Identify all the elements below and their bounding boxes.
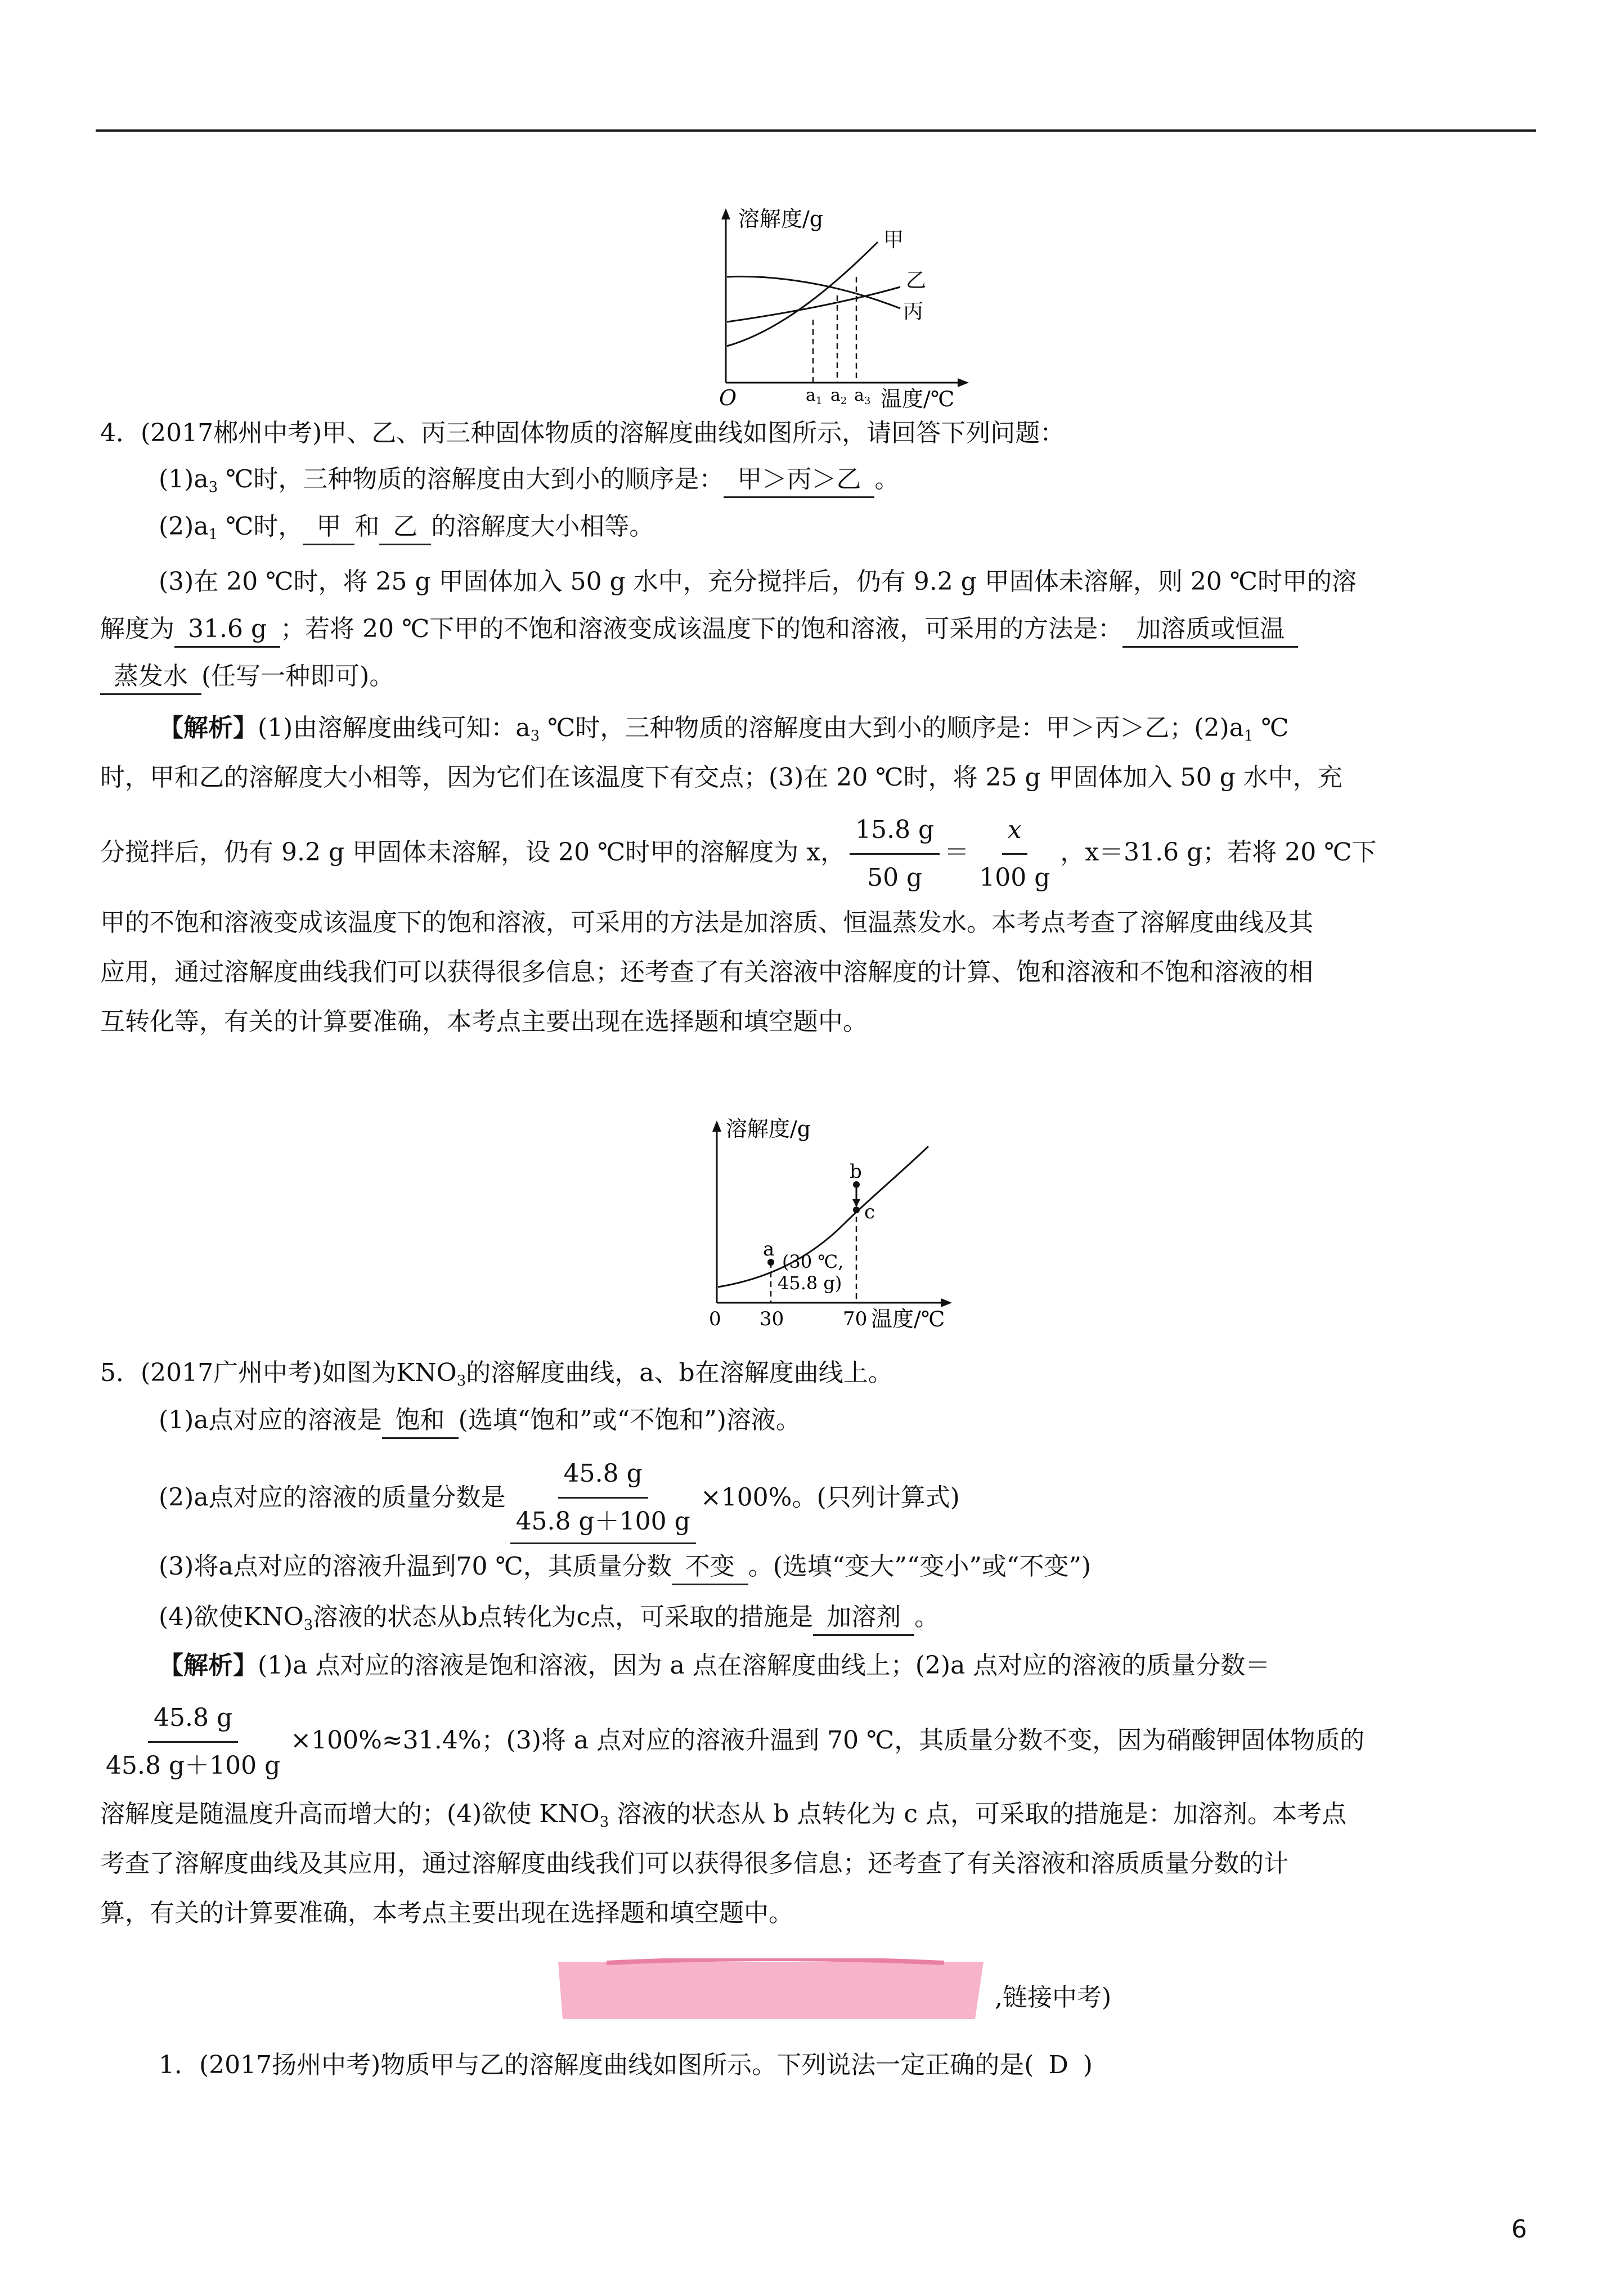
q4-analysis-line4: 甲的不饱和溶液变成该温度下的饱和溶液，可采用的方法是加溶质、恒温蒸发水。本考点考查了溶解度曲线及其: [100, 908, 1313, 937]
header-rule: [96, 129, 1536, 132]
label-c: c: [864, 1201, 875, 1223]
q5-stem: 5．(2017广州中考)如图为$KNO_3$的溶解度曲线，a、b在溶解度曲线上。: [100, 1358, 893, 1389]
answer-blank[interactable]: 蒸发水: [100, 660, 201, 695]
curve-bing: [727, 287, 900, 322]
tick-a1: $a_1$: [806, 385, 823, 407]
q4-part1: $(1)a_3$ ℃时，三种物质的溶解度由大到小的顺序是： 甲＞丙＞乙 。: [159, 463, 899, 504]
note-line2: 45.8 g): [778, 1272, 842, 1294]
answer-blank[interactable]: 饱和: [382, 1403, 459, 1439]
q4-analysis-line5: 应用，通过溶解度曲线我们可以获得很多信息；还考查了有关溶液中溶解度的计算、饱和溶液和不饱和溶液的相: [100, 958, 1313, 986]
fig2-origin: 0: [709, 1308, 721, 1330]
q5-analysis-line4: 考查了溶解度曲线及其应用，通过溶解度曲线我们可以获得很多信息；还考查了有关溶液和溶质质量分数的计: [100, 1849, 1288, 1878]
label-bing: 丙: [903, 300, 924, 323]
q4-stem: 4．(2017郴州中考)甲、乙、丙三种固体物质的溶解度曲线如图所示，请回答下列问题：: [100, 419, 1065, 447]
note-line1: (30 ℃,: [782, 1251, 844, 1272]
q4-analysis-line1: 【解析】(1)由溶解度曲线可知：$a_3$ ℃时，三种物质的溶解度由大到小的顺序是：甲＞丙＞乙；$(2)a_1$ ℃: [159, 714, 1289, 745]
label-yi: 乙: [906, 269, 927, 292]
label-jia: 甲: [883, 228, 904, 252]
answer-blank[interactable]: 甲＞丙＞乙: [724, 463, 874, 498]
q4-part3-line1: (3)在 20 ℃时，将 25 g 甲固体加入 50 g 水中，充分搅拌后，仍有 9.2 g 甲固体未溶解，则 20 ℃时甲的溶: [159, 567, 1357, 596]
q4-analysis-line3: 分搅拌后，仍有 9.2 g 甲固体未溶解，设 20 ℃时甲的溶解度为 x， $\frac{15.8 g}{50 g}$ ＝ $\frac{x}{100 g}$ ，x＝31.6 g；若将 20 ℃下: [100, 810, 1376, 898]
section-banner-text: ,链接中考): [995, 1983, 1112, 2012]
q5-analysis-line5: 算，有关的计算要准确，本考点主要出现在选择题和填空题中。: [100, 1899, 793, 1927]
page-number: 6: [1511, 2215, 1527, 2244]
q5-analysis-line1: 【解析】(1)a 点对应的溶液是饱和溶液，因为 a 点在溶解度曲线上；(2)a 点对应的溶液的质量分数＝: [159, 1651, 1270, 1680]
q5-part2: (2)a点对应的溶液的质量分数是 $\frac{45.8 g}{45.8 g+100 g}$ ×100%。(只列计算式): [159, 1454, 960, 1544]
answer-blank[interactable]: 加溶剂: [813, 1600, 914, 1636]
answer-blank[interactable]: 不变: [672, 1550, 748, 1585]
point-c: [853, 1207, 860, 1213]
q4-part2: $(2)a_1$ ℃时， 甲 和 乙 的溶解度大小相等。: [159, 510, 654, 551]
label-a: a: [763, 1238, 775, 1261]
answer-blank[interactable]: 乙: [379, 510, 431, 545]
answer-blank[interactable]: 31.6 g: [174, 612, 280, 648]
q4-analysis-line2: 时，甲和乙的溶解度大小相等，因为它们在该温度下有交点；(3)在 20 ℃时，将 25 g 甲固体加入 50 g 水中，充: [100, 763, 1342, 792]
curve-yi: [727, 276, 900, 308]
q4-part3-line2: 解度为 31.6 g ；若将 20 ℃下甲的不饱和溶液变成该温度下的饱和溶液，可采用的方法是： 加溶质或恒温: [100, 612, 1298, 648]
fig2-xlabel: 温度/℃: [871, 1307, 945, 1331]
q4-analysis-line6: 互转化等，有关的计算要准确，本考点主要出现在选择题和填空题中。: [100, 1007, 868, 1036]
q5-analysis-line2: $\frac{45.8 g}{45.8 g+100 g}$ ×100%≈31.4%；(3)将 a 点对应的溶液升温到 70 ℃，其质量分数不变，因为硝酸钾固体物质的: [100, 1698, 1364, 1786]
section-banner: [556, 1958, 986, 2023]
solubility-figure-1: [692, 203, 985, 411]
fig2-ylabel: 溶解度/g: [726, 1116, 811, 1141]
fig1-ylabel: 溶解度/g: [738, 207, 824, 231]
q4-part3-line3: 蒸发水 (任写一种即可)。: [100, 660, 394, 695]
answer-blank[interactable]: 加溶质或恒温: [1122, 612, 1298, 648]
q5-analysis-line3: 溶解度是随温度升高而增大的；(4)欲使 $KNO_3$ 溶液的状态从 b 点转化为 c 点，可采取的措施是：加溶剂。本考点: [100, 1800, 1347, 1831]
answer-blank[interactable]: 甲: [303, 510, 354, 545]
answer-choice[interactable]: D: [1048, 2051, 1068, 2079]
label-b: b: [850, 1160, 862, 1183]
q5-part4: (4)欲使$KNO_3$溶液的状态从b点转化为c点，可采取的措施是 加溶剂 。: [159, 1600, 939, 1642]
q5-part1: (1)a点对应的溶液是 饱和 (选填“饱和”或“不饱和”)溶液。: [159, 1403, 801, 1439]
q1-stem: 1．(2017扬州中考)物质甲与乙的溶解度曲线如图所示。下列说法一定正确的是( D ): [159, 2048, 1093, 2082]
fig2-tick-70: 70: [843, 1308, 868, 1330]
kno3-solubility-figure: [692, 1111, 996, 1337]
q5-part3: (3)将a点对应的溶液升温到70 ℃，其质量分数 不变 。(选填“变大”“变小”或“不变”): [159, 1550, 1091, 1585]
tick-a3: $a_3$: [854, 385, 871, 407]
fig1-origin: O: [719, 385, 737, 410]
fig1-xlabel: 温度/℃: [881, 387, 955, 411]
fig2-tick-30: 30: [760, 1308, 784, 1330]
tick-a2: $a_2$: [830, 385, 847, 407]
